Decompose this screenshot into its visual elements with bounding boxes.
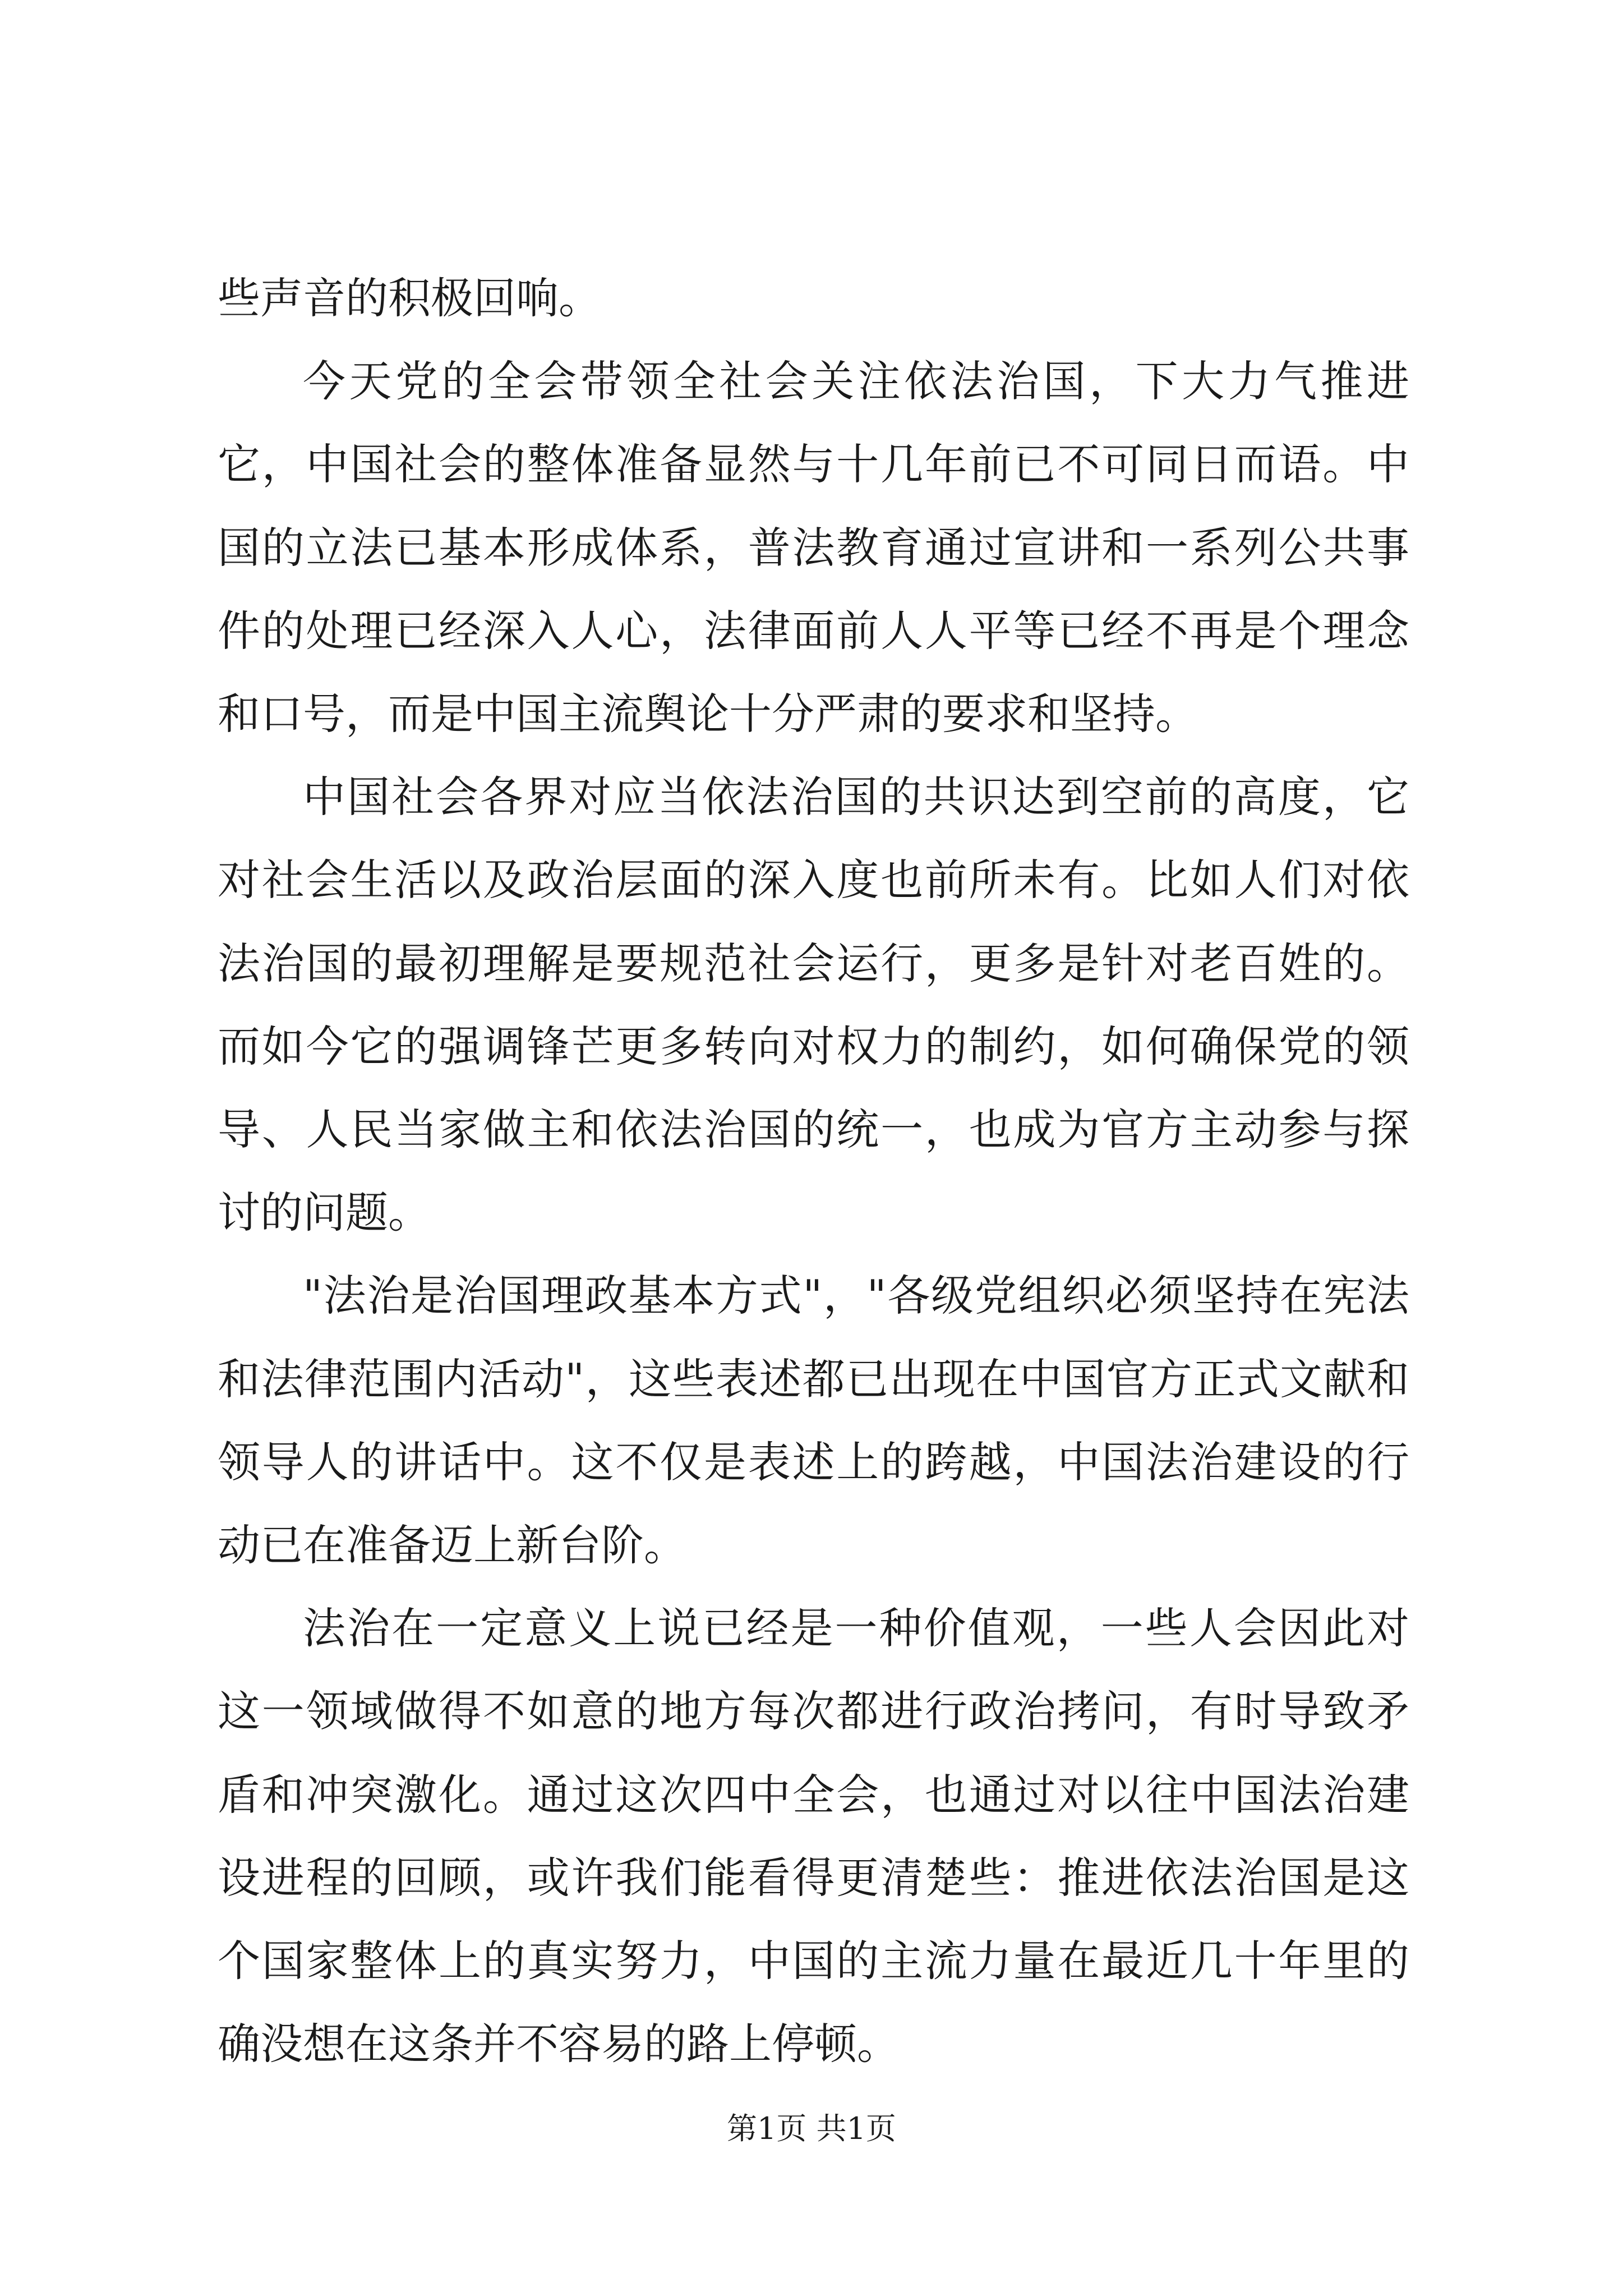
paragraph-continuation: 些声音的积极回响。	[218, 273, 601, 323]
document-body	[218, 257, 1409, 2086]
paragraph: 法治在一定意义上说已经是一种价值观，一些人会因此对这一领域做得不如意的地方每次都进行政治拷问，有时导致矛盾和冲突激化。通过这次四中全会，也通过对以往中国法治建设进程的回顾，或许我们能看得更清楚些：推进依法治国是这个国家整体上的真实努力，中国的主流力量在最近几十年里的确没想在这条并不容易的路上停顿。	[218, 1603, 1409, 2069]
paragraph: "法治是治国理政基本方式"，"各级党组织必须坚持在宪法和法律范围内活动"，这些表述都已出现在中国官方正式文献和领导人的讲话中。这不仅是表述上的跨越，中国法治建设的行动已在准备迈上新台阶。	[218, 1271, 1409, 1571]
paragraph: 今天党的全会带领全社会关注依法治国，下大力气推进它，中国社会的整体准备显然与十几年前已不可同日而语。中国的立法已基本形成体系，普法教育通过宣讲和一系列公共事件的处理已经深入人心，法律面前人人平等已经不再是个理念和口号，而是中国主流舆论十分严肃的要求和坚持。	[218, 356, 1409, 739]
paragraph: 中国社会各界对应当依法治国的共识达到空前的高度，它对社会生活以及政治层面的深入度也前所未有。比如人们对依法治国的最初理解是要规范社会运行，更多是针对老百姓的。而如今它的强调锋芒更多转向对权力的制约，如何确保党的领导、人民当家做主和依法治国的统一，也成为官方主动参与探讨的问题。	[218, 772, 1409, 1238]
page-footer: 第1页 共1页	[727, 2111, 896, 2146]
